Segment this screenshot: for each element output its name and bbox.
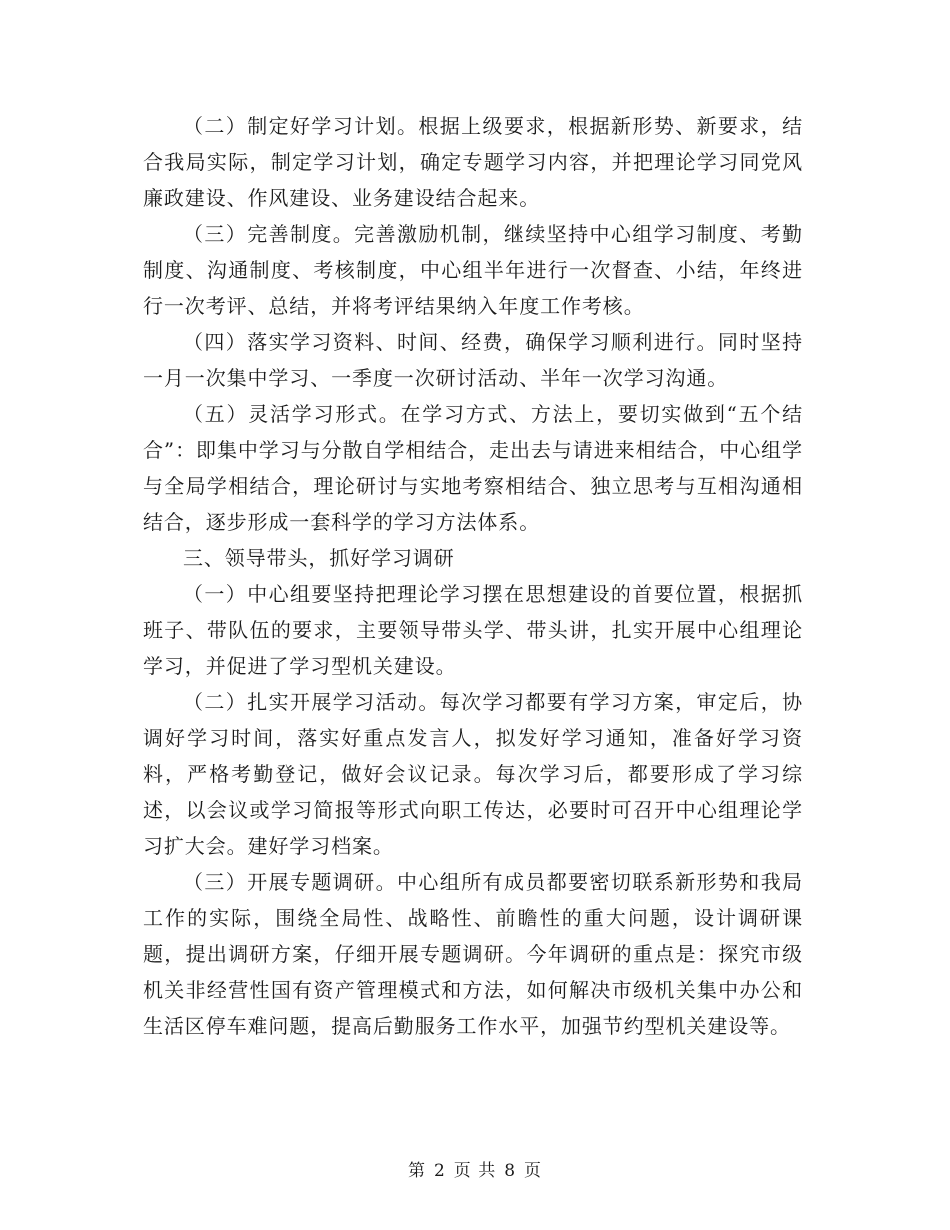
footer-middle: 页 共: [453, 1161, 497, 1181]
paragraph-forms: （五）灵活学习形式。在学习方式、方法上，要切实做到“五个结合”：即集中学习与分散自学相结合，走出去与请进来相结合，中心组学与全局学相结合，理论研讨与实地考察相结合、独立思考与互相沟通相结合，逐步形成一套科学的学习方法体系。: [143, 402, 803, 534]
footer-prefix: 第: [407, 1161, 426, 1181]
paragraph-activities: （二）扎实开展学习活动。每次学习都要有学习方案，审定后，协调好学习时间，落实好重点发言人，拟发好学习通知，准备好学习资料，严格考勤登记，做好会议记录。每次学习后，都要形成了学习综述，以会议或学习简报等形式向职工传达，必要时可召开中心组理论学习扩大会。建好学习档案。: [143, 690, 803, 858]
page-footer: [0, 1156, 950, 1181]
footer-current-page: 2: [433, 1161, 446, 1181]
paragraph-plan: （二）制定好学习计划。根据上级要求，根据新形势、新要求，结合我局实际，制定学习计划，确定专题学习内容，并把理论学习同党风廉政建设、作风建设、业务建设结合起来。: [143, 114, 803, 210]
footer-suffix: 页: [524, 1161, 543, 1181]
paragraph-system: （三）完善制度。完善激励机制，继续坚持中心组学习制度、考勤制度、沟通制度、考核制度，中心组半年进行一次督查、小结，年终进行一次考评、总结，并将考评结果纳入年度工作考核。: [143, 222, 803, 318]
paragraph-research: （三）开展专题调研。中心组所有成员都要密切联系新形势和我局工作的实际，围绕全局性、战略性、前瞻性的重大问题，设计调研课题，提出调研方案，仔细开展专题调研。今年调研的重点是：探究市级机关非经营性国有资产管理模式和方法，如何解决市级机关集中办公和生活区停车难问题，提高后勤服务工作水平，加强节约型机关建设等。: [143, 870, 803, 1038]
paragraph-resources: （四）落实学习资料、时间、经费，确保学习顺利进行。同时坚持一月一次集中学习、一季度一次研讨活动、半年一次学习沟通。: [143, 330, 803, 390]
paragraph-central-group: （一）中心组要坚持把理论学习摆在思想建设的首要位置，根据抓班子、带队伍的要求，主要领导带头学、带头讲，扎实开展中心组理论学习，并促进了学习型机关建设。: [143, 582, 803, 678]
section-heading-leadership: 三、领导带头，抓好学习调研: [183, 546, 455, 570]
footer-total-pages: 8: [504, 1161, 517, 1181]
document-body: [143, 108, 803, 1044]
